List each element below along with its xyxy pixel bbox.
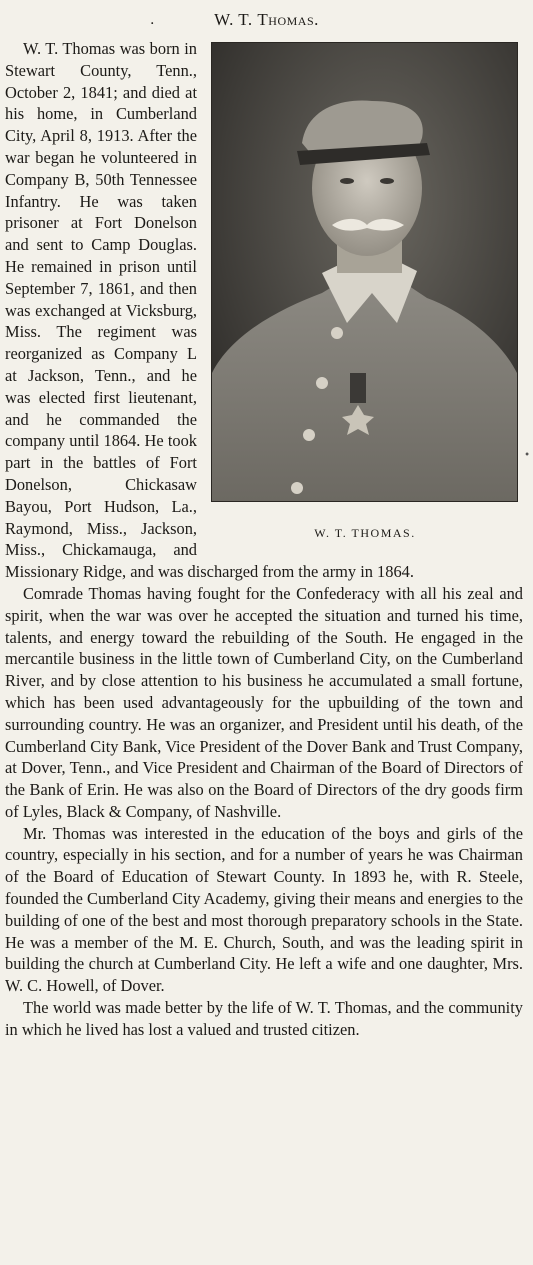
paragraph-4: The world was made better by the life of W. T. Thomas, and the community in which he lived has lost a valued and trusted citizen. — [5, 998, 523, 1039]
portrait-image — [212, 43, 517, 501]
heading-surname: Thomas. — [257, 10, 319, 29]
paragraph-3: Mr. Thomas was interested in the education of the boys and girls of the country, especially in his section, and for a number of years he was Chairman of the Board of Education of Stewart County. In 1893 he, with R. Steele, founded the Cumberland City Academy, giving their means and energies to the building of one of the best and most thorough preparatory schools in the State. He was a member of the M. E. Church, South, and was the leading spirit in building the church at Cumberland City. He left a wife and one daughter, Mrs. W. C. Howell, of Dover. — [5, 823, 523, 996]
article-heading — [0, 10, 533, 30]
margin-mark: • — [524, 450, 530, 461]
stray-dot: . — [150, 12, 155, 28]
heading-initials: W. T. — [214, 10, 258, 29]
portrait-photo — [211, 42, 518, 502]
article-body — [5, 38, 523, 1041]
paragraph-2: Comrade Thomas having fought for the Confederacy with all his zeal and spirit, when the war was over he accepted the situation and turned his time, talents, and energy toward the rebuilding of the South. He engaged in the mercantile business in the little town of Cumberland City, on the Cumberland River, and by close attention to his business he accumulated a small fortune, which has been used advantageously for the upbuilding of the town and surrounding country. He was an organizer, and President until his death, of the Cumberland City Bank, Vice President of the Dover Bank and Trust Company, at Dover, Tenn., and Vice President and Chairman of the Board of Directors of the Bank of Erin. He was also on the Board of Directors of the dry goods firm of Lyles, Black & Company, of Nashville. — [5, 583, 523, 821]
portrait-caption: W. T. THOMAS. — [314, 526, 416, 540]
paragraph-1: W. T. Thomas was born in Stewart County, Tenn., October 2, 1841; and died at his home, in Cumberland City, April 8, 1913. After the war began he volunteered in Company B, 50th Tennessee Infantry. He was taken prisoner at Fort Donelson and sent to Camp Douglas. He remained in prison until September 7, 1861, and then was exchanged at Vicksburg, Miss. The regiment was reorganized as Company L at Jackson, Tenn., and he was elected first lieutenant, and he commanded the company until 1864. He took part in the battles of Fort Donelson, Chickasaw Bayou, Port Hudson, La., Raymond, Miss., Jackson, Miss., Chickamauga, and Missionary Ridge, and was discharged from the army in 1864. — [5, 39, 414, 582]
portrait-figure — [207, 38, 523, 550]
